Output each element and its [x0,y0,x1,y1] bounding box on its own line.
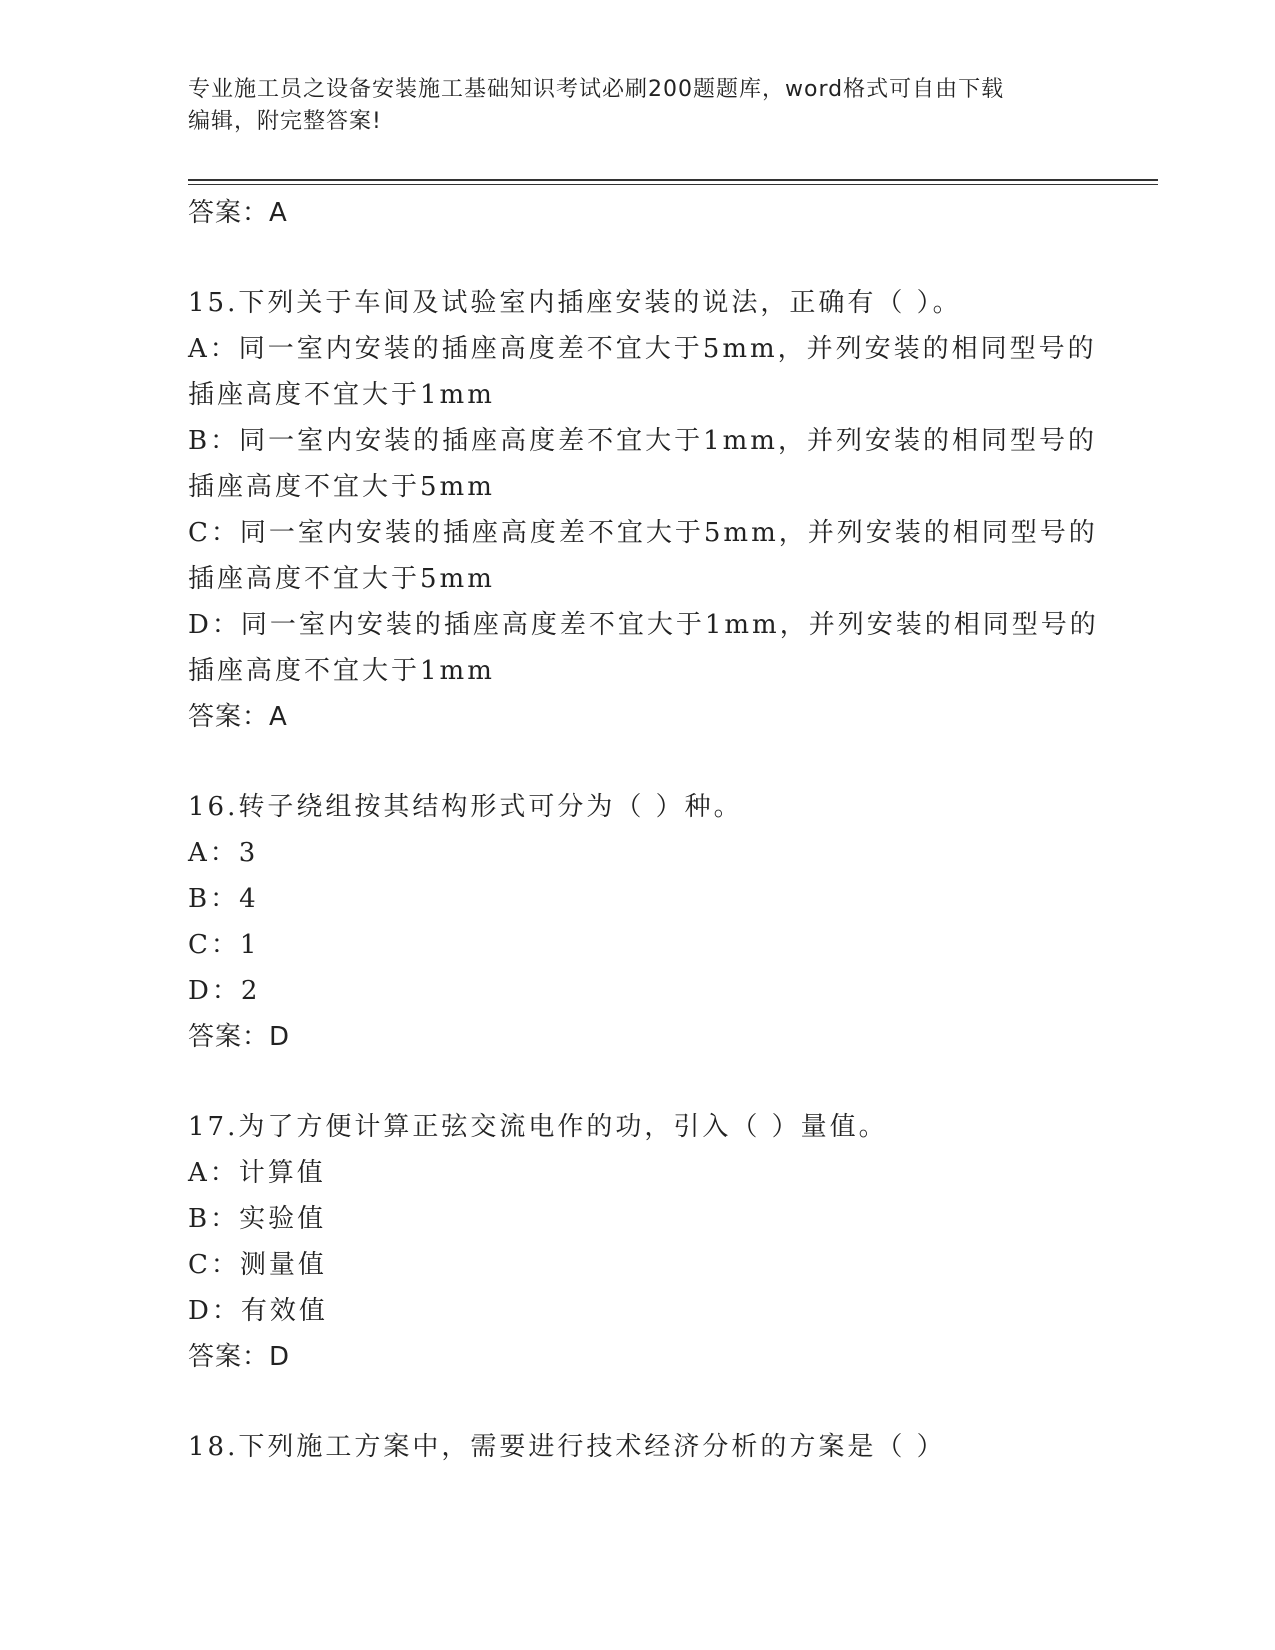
question-17 [188,1104,1108,1380]
header-line-2: 编辑，附完整答案! [188,109,382,134]
option-c: C：1 [188,930,260,960]
option-b-continued: 插座高度不宜大于5mm [188,472,495,502]
option-b: B：实验值 [188,1204,327,1234]
option-b: B：4 [188,884,259,914]
question-16 [188,784,1108,1060]
document-header [188,74,1088,138]
option-d-continued: 插座高度不宜大于1mm [188,656,495,686]
option-d: D：同一室内安装的插座高度差不宜大于1mm，并列安装的相同型号的 [188,610,1099,640]
question-15 [188,280,1108,740]
option-c: C：同一室内安装的插座高度差不宜大于5mm，并列安装的相同型号的 [188,518,1098,548]
header-divider-top [188,179,1158,181]
question-stem: 16.转子绕组按其结构形式可分为（ ）种。 [188,792,743,822]
question-stem: 15.下列关于车间及试验室内插座安装的说法，正确有（ ）。 [188,288,962,318]
header-divider-bottom [188,184,1158,185]
question-stem: 17.为了方便计算正弦交流电作的功，引入（ ）量值。 [188,1112,888,1142]
option-a: A：计算值 [188,1158,326,1188]
header-line-1: 专业施工员之设备安装施工基础知识考试必刷200题题库，word格式可自由下载 [188,77,1005,102]
option-a: A：3 [188,838,259,868]
option-a: A：同一室内安装的插座高度差不宜大于5mm，并列安装的相同型号的 [188,334,1097,364]
option-a-continued: 插座高度不宜大于1mm [188,380,495,410]
option-b: B：同一室内安装的插座高度差不宜大于1mm，并列安装的相同型号的 [188,426,1097,456]
answer-label: 答案：D [188,1342,291,1372]
answer-label: 答案：D [188,1022,291,1052]
question-list [188,190,1108,1470]
question-18 [188,1424,1108,1470]
answer-label: 答案：A [188,702,288,732]
option-d: D：有效值 [188,1296,328,1326]
option-c: C：测量值 [188,1250,327,1280]
option-c-continued: 插座高度不宜大于5mm [188,564,495,594]
question-stem: 18.下列施工方案中，需要进行技术经济分析的方案是（ ） [188,1432,946,1462]
option-d: D：2 [188,976,261,1006]
answer-label: 答案：A [188,198,288,228]
